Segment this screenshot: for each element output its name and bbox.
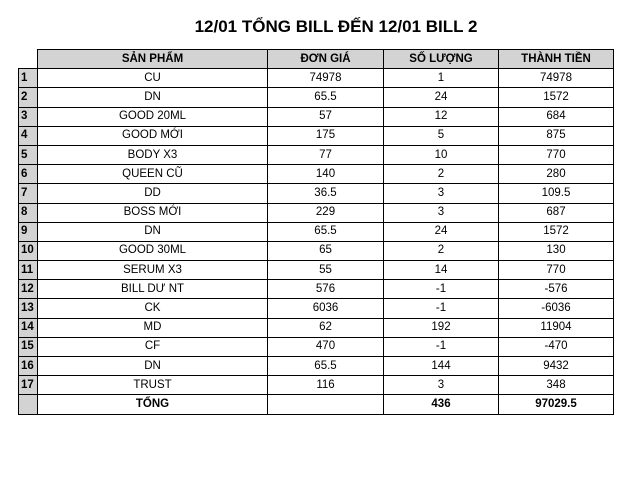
amount-cell[interactable]: 74978: [499, 69, 614, 88]
table-row: [19, 126, 614, 145]
row-number-blank[interactable]: [19, 395, 38, 414]
unit-price-cell[interactable]: 55: [268, 261, 384, 280]
amount-cell[interactable]: 770: [499, 261, 614, 280]
unit-price-cell[interactable]: 65.5: [268, 88, 384, 107]
quantity-cell[interactable]: 10: [384, 145, 499, 164]
table-row: [19, 88, 614, 107]
quantity-cell[interactable]: -1: [384, 299, 499, 318]
unit-price-cell[interactable]: 116: [268, 376, 384, 395]
table-row: [19, 145, 614, 164]
quantity-cell[interactable]: 192: [384, 318, 499, 337]
unit-price-cell[interactable]: 74978: [268, 69, 384, 88]
quantity-cell[interactable]: 3: [384, 203, 499, 222]
total-amount[interactable]: 97029.5: [499, 395, 614, 414]
unit-price-cell[interactable]: 229: [268, 203, 384, 222]
quantity-cell[interactable]: 3: [384, 376, 499, 395]
quantity-cell[interactable]: -1: [384, 337, 499, 356]
corner-cell: [19, 50, 38, 69]
bill-table: [18, 49, 614, 415]
table-row: [19, 299, 614, 318]
product-cell[interactable]: BOSS MỚI: [38, 203, 268, 222]
row-number[interactable]: 10: [19, 241, 38, 260]
amount-cell[interactable]: 687: [499, 203, 614, 222]
quantity-cell[interactable]: 144: [384, 357, 499, 376]
quantity-cell[interactable]: 5: [384, 126, 499, 145]
product-cell[interactable]: GOOD MỚI: [38, 126, 268, 145]
quantity-cell[interactable]: 2: [384, 241, 499, 260]
amount-cell[interactable]: 9432: [499, 357, 614, 376]
amount-cell[interactable]: 1572: [499, 88, 614, 107]
amount-cell[interactable]: 348: [499, 376, 614, 395]
quantity-cell[interactable]: 24: [384, 222, 499, 241]
unit-price-cell[interactable]: 470: [268, 337, 384, 356]
amount-cell[interactable]: 11904: [499, 318, 614, 337]
table-row: [19, 261, 614, 280]
total-label[interactable]: TỔNG: [38, 395, 268, 414]
unit-price-cell[interactable]: 6036: [268, 299, 384, 318]
row-number[interactable]: 8: [19, 203, 38, 222]
table-row: [19, 184, 614, 203]
amount-cell[interactable]: 684: [499, 107, 614, 126]
unit-price-cell[interactable]: 175: [268, 126, 384, 145]
quantity-cell[interactable]: 3: [384, 184, 499, 203]
amount-cell[interactable]: 280: [499, 165, 614, 184]
quantity-cell[interactable]: 2: [384, 165, 499, 184]
unit-price-cell[interactable]: 65.5: [268, 357, 384, 376]
product-cell[interactable]: QUEEN CŨ: [38, 165, 268, 184]
unit-price-cell[interactable]: 576: [268, 280, 384, 299]
row-number[interactable]: 4: [19, 126, 38, 145]
product-cell[interactable]: GOOD 30ML: [38, 241, 268, 260]
quantity-cell[interactable]: 14: [384, 261, 499, 280]
unit-price-cell[interactable]: 57: [268, 107, 384, 126]
table-row: [19, 376, 614, 395]
amount-cell[interactable]: -470: [499, 337, 614, 356]
table-row: [19, 222, 614, 241]
product-cell[interactable]: SERUM X3: [38, 261, 268, 280]
product-cell[interactable]: BILL DƯ NT: [38, 280, 268, 299]
unit-price-cell[interactable]: 65.5: [268, 222, 384, 241]
amount-cell[interactable]: 875: [499, 126, 614, 145]
column-header-product[interactable]: SẢN PHẨM: [38, 50, 268, 69]
row-number[interactable]: 7: [19, 184, 38, 203]
product-cell[interactable]: BODY X3: [38, 145, 268, 164]
table-row: [19, 280, 614, 299]
unit-price-cell[interactable]: 77: [268, 145, 384, 164]
row-number[interactable]: 14: [19, 318, 38, 337]
product-cell[interactable]: GOOD 20ML: [38, 107, 268, 126]
row-number[interactable]: 17: [19, 376, 38, 395]
row-number[interactable]: 5: [19, 145, 38, 164]
row-number[interactable]: 13: [19, 299, 38, 318]
amount-cell[interactable]: -576: [499, 280, 614, 299]
amount-cell[interactable]: -6036: [499, 299, 614, 318]
table-row: [19, 241, 614, 260]
unit-price-cell[interactable]: 140: [268, 165, 384, 184]
row-number[interactable]: 11: [19, 261, 38, 280]
report-title: 12/01 TỔNG BILL ĐẾN 12/01 BILL 2: [194, 17, 478, 36]
row-number[interactable]: 6: [19, 165, 38, 184]
product-cell[interactable]: DN: [38, 222, 268, 241]
table-row: [19, 357, 614, 376]
row-number[interactable]: 9: [19, 222, 38, 241]
product-cell[interactable]: MD: [38, 318, 268, 337]
amount-cell[interactable]: 109.5: [499, 184, 614, 203]
unit-price-cell[interactable]: 36.5: [268, 184, 384, 203]
quantity-cell[interactable]: 24: [384, 88, 499, 107]
product-cell[interactable]: TRUST: [38, 376, 268, 395]
amount-cell[interactable]: 1572: [499, 222, 614, 241]
column-header-amount[interactable]: THÀNH TIỀN: [499, 50, 614, 69]
table-row: [19, 203, 614, 222]
column-header-unit-price[interactable]: ĐƠN GIÁ: [268, 50, 384, 69]
table-row: [19, 337, 614, 356]
amount-cell[interactable]: 130: [499, 241, 614, 260]
table-row: [19, 318, 614, 337]
product-cell[interactable]: DD: [38, 184, 268, 203]
product-cell[interactable]: DN: [38, 88, 268, 107]
quantity-cell[interactable]: 1: [384, 69, 499, 88]
row-number[interactable]: 2: [19, 88, 38, 107]
column-header-quantity[interactable]: SỐ LƯỢNG: [384, 50, 499, 69]
product-cell[interactable]: CK: [38, 299, 268, 318]
total-unit-price-empty[interactable]: [268, 395, 384, 414]
product-cell[interactable]: CU: [38, 69, 268, 88]
table-row: [19, 165, 614, 184]
row-number[interactable]: 15: [19, 337, 38, 356]
total-row: [19, 395, 614, 414]
table-row: [19, 107, 614, 126]
row-number[interactable]: 3: [19, 107, 38, 126]
row-number[interactable]: 1: [19, 69, 38, 88]
product-cell[interactable]: CF: [38, 337, 268, 356]
quantity-cell[interactable]: -1: [384, 280, 499, 299]
amount-cell[interactable]: 770: [499, 145, 614, 164]
row-number[interactable]: 16: [19, 357, 38, 376]
product-cell[interactable]: DN: [38, 357, 268, 376]
table-row: [19, 69, 614, 88]
quantity-cell[interactable]: 12: [384, 107, 499, 126]
table-header-row: [19, 50, 614, 69]
unit-price-cell[interactable]: 65: [268, 241, 384, 260]
unit-price-cell[interactable]: 62: [268, 318, 384, 337]
total-quantity[interactable]: 436: [384, 395, 499, 414]
row-number[interactable]: 12: [19, 280, 38, 299]
